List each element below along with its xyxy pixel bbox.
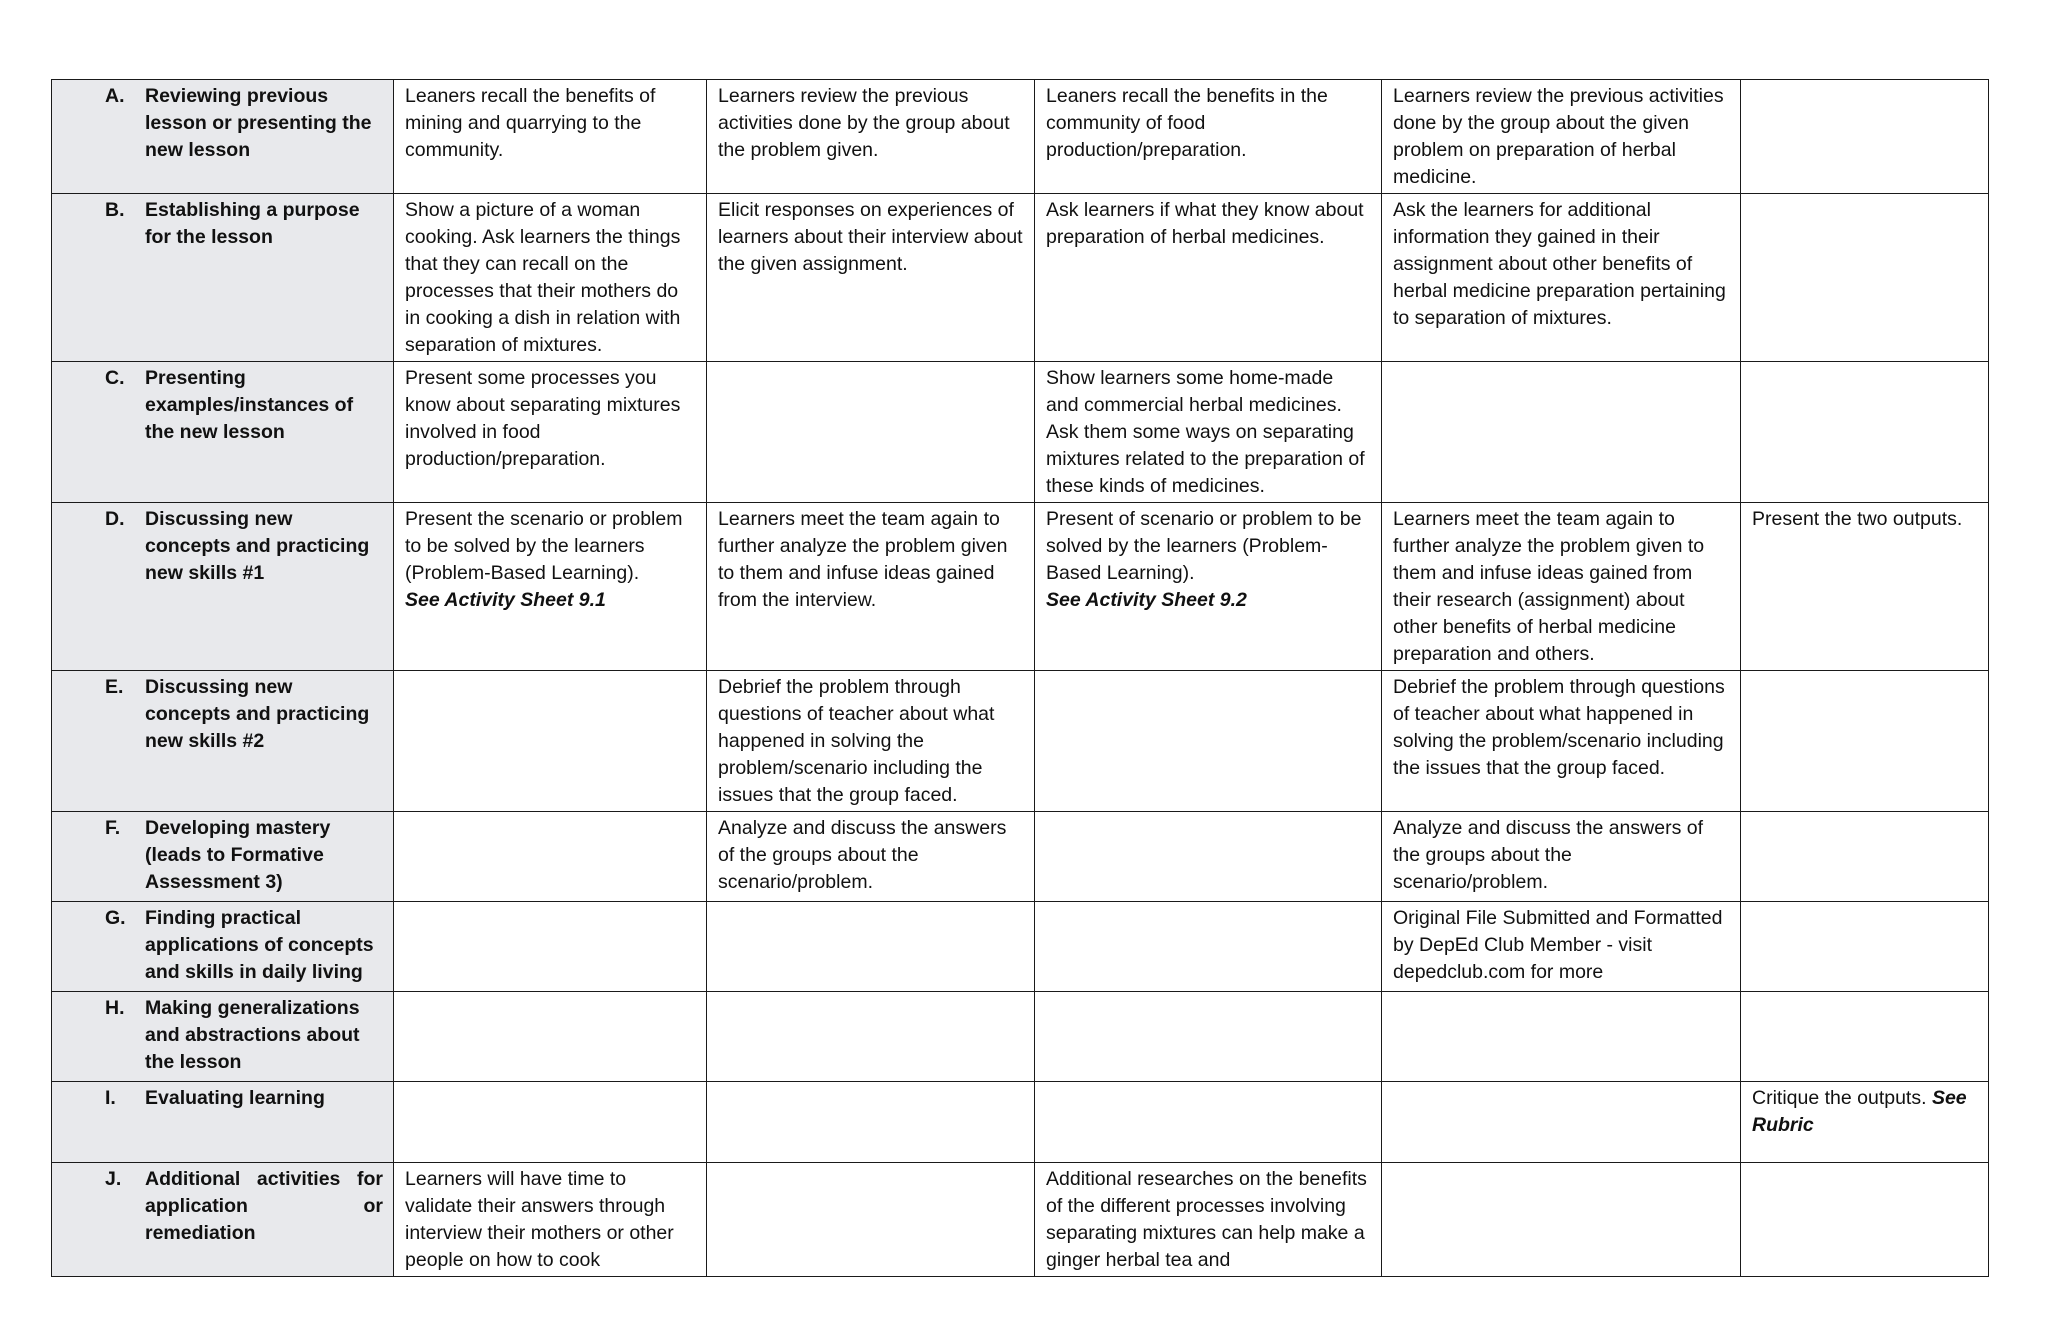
cell-text: Present of scenario or problem to be solved by the learners (Problem-Based Learning). bbox=[1046, 508, 1362, 584]
table-cell bbox=[1741, 671, 1989, 812]
cell-text: Show learners some home-made and commercial herbal medicines. Ask them some ways on separating mixtures related to the preparation of these kinds of medicines. bbox=[1046, 367, 1365, 497]
row-label: Discussing new concepts and practicing new skills #2 bbox=[145, 676, 370, 752]
table-cell bbox=[1035, 1082, 1382, 1163]
row-label: Making generalizations and abstractions about the lesson bbox=[145, 997, 360, 1073]
lesson-plan-table bbox=[51, 79, 1989, 1277]
table-cell bbox=[1741, 992, 1989, 1082]
row-letter: G. bbox=[105, 907, 126, 929]
cell-text: Learners meet the team again to further analyze the problem given to them and infuse ideas gained from the interview. bbox=[718, 508, 1008, 611]
cell-text: Present the two outputs. bbox=[1752, 508, 1963, 530]
table-cell bbox=[707, 902, 1035, 992]
table-cell bbox=[394, 902, 707, 992]
row-label-cell bbox=[52, 194, 394, 362]
row-label: Additional activities for application or remediation bbox=[145, 1168, 383, 1244]
table-cell bbox=[1035, 902, 1382, 992]
row-letter: F. bbox=[105, 817, 121, 839]
table-cell bbox=[707, 194, 1035, 362]
table-cell bbox=[1382, 902, 1741, 992]
table-row bbox=[52, 1082, 1989, 1163]
table-cell bbox=[1035, 1163, 1382, 1277]
cell-text: Show a picture of a woman cooking. Ask learners the things that they can recall on the processes that their mothers do in cooking a dish in relation with separation of mixtures. bbox=[405, 199, 681, 356]
cell-text: Analyze and discuss the answers of the groups about the scenario/problem. bbox=[718, 817, 1007, 893]
row-letter: H. bbox=[105, 997, 125, 1019]
activity-sheet-reference: See Activity Sheet 9.2 bbox=[1046, 589, 1247, 611]
cell-text: Leaners recall the benefits of mining and quarrying to the community. bbox=[405, 85, 656, 161]
table-cell bbox=[1382, 671, 1741, 812]
cell-text: Original File Submitted and Formatted by DepEd Club Member - visit depedclub.com for more bbox=[1393, 907, 1723, 983]
row-label: Establishing a purpose for the lesson bbox=[145, 199, 360, 248]
table-cell bbox=[707, 671, 1035, 812]
table-row bbox=[52, 812, 1989, 902]
table-cell bbox=[394, 992, 707, 1082]
table-cell bbox=[1035, 362, 1382, 503]
table-cell bbox=[394, 80, 707, 194]
table-cell bbox=[394, 194, 707, 362]
table-cell bbox=[394, 1082, 707, 1163]
table-row bbox=[52, 902, 1989, 992]
table-cell bbox=[1741, 503, 1989, 671]
row-label-cell bbox=[52, 992, 394, 1082]
row-letter: C. bbox=[105, 367, 125, 389]
table-cell bbox=[1382, 992, 1741, 1082]
cell-text: Critique the outputs. bbox=[1752, 1087, 1927, 1109]
table-cell bbox=[1035, 992, 1382, 1082]
table-cell bbox=[1382, 1082, 1741, 1163]
table-cell bbox=[707, 1163, 1035, 1277]
table-row bbox=[52, 503, 1989, 671]
table-cell bbox=[1382, 194, 1741, 362]
row-label: Presenting examples/instances of the new lesson bbox=[145, 367, 354, 443]
row-label: Finding practical applications of concepts and skills in daily living bbox=[145, 907, 374, 983]
table-cell bbox=[707, 80, 1035, 194]
table-cell bbox=[1382, 362, 1741, 503]
cell-text: Debrief the problem through questions of teacher about what happened in solving the problem/scenario including the issues that the group faced. bbox=[1393, 676, 1725, 779]
table-cell bbox=[707, 503, 1035, 671]
cell-text: Ask learners if what they know about preparation of herbal medicines. bbox=[1046, 199, 1364, 248]
table-cell bbox=[394, 362, 707, 503]
row-label-cell bbox=[52, 80, 394, 194]
table-cell bbox=[1382, 503, 1741, 671]
cell-text: Leaners recall the benefits in the community of food production/preparation. bbox=[1046, 85, 1328, 161]
table-cell bbox=[394, 503, 707, 671]
row-letter: J. bbox=[105, 1168, 122, 1190]
rubric-reference: See Rubric bbox=[1752, 1087, 1967, 1136]
table-cell bbox=[1035, 80, 1382, 194]
cell-text: Present some processes you know about separating mixtures involved in food production/preparation. bbox=[405, 367, 681, 470]
cell-text: Debrief the problem through questions of teacher about what happened in solving the problem/scenario including the issues that the group faced. bbox=[718, 676, 995, 806]
table-cell bbox=[1741, 902, 1989, 992]
table-cell bbox=[1382, 80, 1741, 194]
table-cell bbox=[1741, 194, 1989, 362]
row-label-cell bbox=[52, 503, 394, 671]
table-row bbox=[52, 194, 1989, 362]
cell-text: Analyze and discuss the answers of the groups about the scenario/problem. bbox=[1393, 817, 1704, 893]
table-cell bbox=[1741, 1082, 1989, 1163]
table-cell bbox=[1382, 812, 1741, 902]
cell-text: Additional researches on the benefits of the different processes involving separating mixtures can help make a ginger herbal tea and bbox=[1046, 1168, 1367, 1271]
cell-text: Learners review the previous activities done by the group about the given problem on preparation of herbal medicine. bbox=[1393, 85, 1724, 188]
table-cell bbox=[394, 1163, 707, 1277]
row-letter: E. bbox=[105, 676, 124, 698]
activity-sheet-reference: See Activity Sheet 9.1 bbox=[405, 589, 606, 611]
row-label-cell bbox=[52, 902, 394, 992]
row-letter: I. bbox=[105, 1087, 116, 1109]
cell-text: Elicit responses on experiences of learners about their interview about the given assignment. bbox=[718, 199, 1023, 275]
cell-text: Learners review the previous activities done by the group about the problem given. bbox=[718, 85, 1010, 161]
row-label-cell bbox=[52, 1163, 394, 1277]
table-cell bbox=[394, 671, 707, 812]
table-cell bbox=[707, 362, 1035, 503]
table-cell bbox=[1382, 1163, 1741, 1277]
row-label-cell bbox=[52, 362, 394, 503]
row-label: Reviewing previous lesson or presenting the new lesson bbox=[145, 85, 372, 161]
table-row bbox=[52, 1163, 1989, 1277]
table-cell bbox=[1035, 194, 1382, 362]
table-row bbox=[52, 992, 1989, 1082]
table-cell bbox=[1035, 812, 1382, 902]
row-letter: A. bbox=[105, 85, 125, 107]
row-label: Developing mastery (leads to Formative Assessment 3) bbox=[145, 817, 331, 893]
table-cell bbox=[707, 1082, 1035, 1163]
table-cell bbox=[1741, 812, 1989, 902]
table-cell bbox=[394, 812, 707, 902]
table-row bbox=[52, 80, 1989, 194]
table-cell bbox=[707, 992, 1035, 1082]
table-row bbox=[52, 671, 1989, 812]
row-letter: B. bbox=[105, 199, 125, 221]
table-cell bbox=[1035, 503, 1382, 671]
cell-text: Present the scenario or problem to be solved by the learners (Problem-Based Learning). bbox=[405, 508, 683, 584]
row-label-cell bbox=[52, 812, 394, 902]
row-label: Discussing new concepts and practicing new skills #1 bbox=[145, 508, 370, 584]
table-row bbox=[52, 362, 1989, 503]
table-cell bbox=[1741, 1163, 1989, 1277]
table-cell bbox=[1035, 671, 1382, 812]
cell-text: Ask the learners for additional information they gained in their assignment about other benefits of herbal medicine preparation pertaining to separation of mixtures. bbox=[1393, 199, 1726, 329]
cell-text: Learners meet the team again to further analyze the problem given to them and infuse ideas gained from their research (assignment) about other benefits of herbal medicine preparation and others. bbox=[1393, 508, 1705, 665]
row-letter: D. bbox=[105, 508, 125, 530]
row-label-cell bbox=[52, 1082, 394, 1163]
row-label-cell bbox=[52, 671, 394, 812]
table-cell bbox=[707, 812, 1035, 902]
table-cell bbox=[1741, 80, 1989, 194]
row-label: Evaluating learning bbox=[145, 1087, 325, 1109]
cell-text: Learners will have time to validate their answers through interview their mothers or other people on how to cook bbox=[405, 1168, 674, 1271]
table-cell bbox=[1741, 362, 1989, 503]
